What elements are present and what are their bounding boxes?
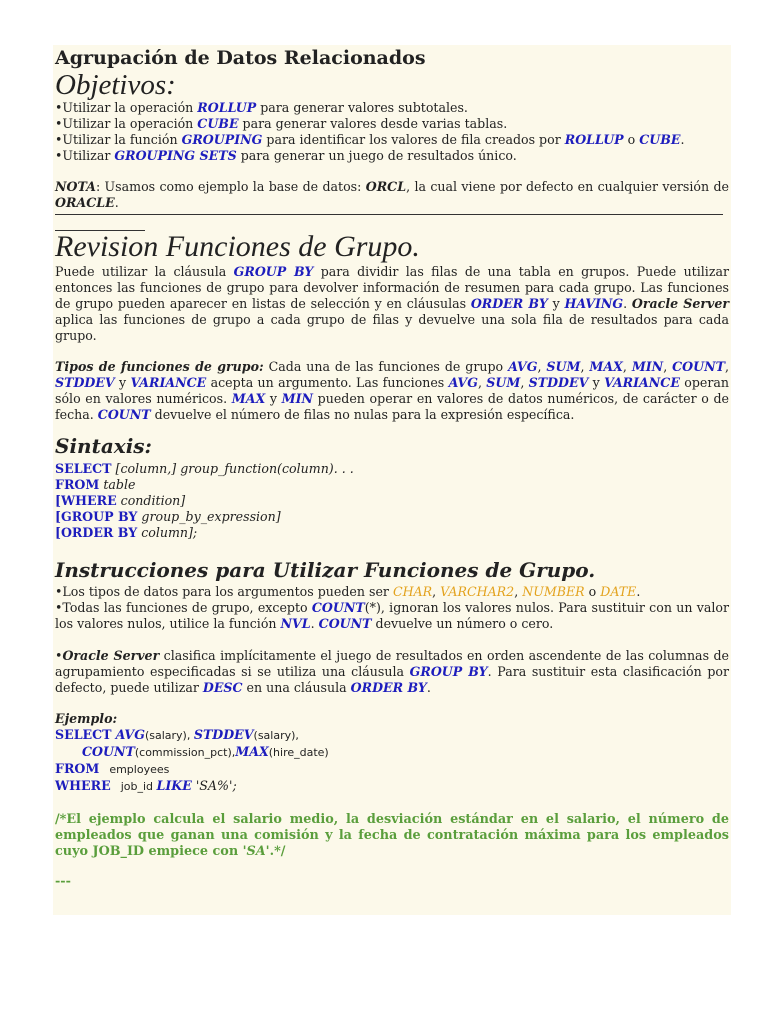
keyword: SUM: [486, 375, 521, 390]
objetivo-text: o: [623, 132, 640, 147]
sintaxis-heading: Sintaxis:: [55, 434, 152, 458]
keyword: NVL: [280, 616, 311, 631]
paragraph-text: para dividir las filas de una tabla en grupos. Puede utilizar entonces las funciones de grupo para devolver información de resumen para cada grupo. Las funciones de grupo pueden aparecer en listas de selección y en cláusulas: [55, 264, 729, 311]
code-text: (salary),: [253, 729, 299, 742]
keyword: GROUP BY: [409, 664, 488, 679]
keyword: DESC: [202, 680, 243, 695]
keyword: HAVING: [564, 296, 624, 311]
ejemplo-label: Ejemplo:: [55, 711, 118, 726]
keyword: Oracle Server: [62, 648, 160, 663]
keyword: ROLLUP: [197, 100, 257, 115]
objetivo-text: para identificar los valores de fila creados por: [262, 132, 565, 147]
separator: ,: [725, 359, 730, 374]
code-text: employees: [109, 763, 170, 776]
comment-dashes: ---: [55, 874, 71, 889]
separator: ,: [477, 375, 487, 390]
keyword: COUNT: [672, 359, 725, 374]
sql-keyword: SELECT: [55, 727, 112, 742]
paragraph-text: .: [623, 296, 632, 311]
db-name: ORCL: [365, 179, 407, 194]
code-text: (hire_date): [268, 746, 329, 759]
code-text: (salary),: [144, 729, 194, 742]
revision-paragraph: [55, 264, 729, 344]
sql-keyword: FROM: [55, 477, 100, 492]
objetivos-heading: Objetivos:: [55, 69, 176, 101]
separator: ,: [622, 359, 632, 374]
nota-text: , la cual viene por defecto en cualquier versión de: [406, 179, 730, 194]
code-line: [55, 778, 729, 795]
nota-text: : Usamos como ejemplo la base de datos:: [95, 179, 366, 194]
nota-paragraph: [55, 179, 729, 211]
ejemplo-block: [55, 711, 729, 795]
keyword: VARIANCE: [604, 375, 680, 390]
keyword: MIN: [281, 391, 313, 406]
separator: ,: [537, 359, 547, 374]
sql-keyword: LIKE: [156, 778, 192, 793]
paragraph-text: y: [547, 296, 565, 311]
paragraph-text: Cada una de las funciones de grupo: [263, 359, 509, 374]
document-title: Agrupación de Datos Relacionados: [55, 47, 426, 69]
bullet: •: [55, 648, 63, 663]
sql-keyword: [ORDER BY: [55, 525, 138, 540]
paragraph-text: . Para sustituir esta clasificación por defecto, puede utilizar: [55, 664, 729, 695]
paragraph-text: acepta un argumento. Las funciones: [206, 375, 449, 390]
keyword: GROUPING SETS: [114, 148, 237, 163]
keyword: STDDEV: [528, 375, 589, 390]
keyword: AVG: [448, 375, 478, 390]
code-text: job_id: [120, 780, 157, 793]
separator: o: [584, 584, 601, 599]
instr-paragraph-1: [55, 584, 729, 600]
objetivo-text: para generar un juego de resultados único.: [236, 148, 517, 163]
keyword: MIN: [631, 359, 664, 374]
sintaxis-block: [55, 461, 729, 541]
syntax-line: [55, 493, 729, 509]
paragraph-text: devuelve el número de filas no nulas para la expresión específica.: [150, 407, 575, 422]
objetivo-item: [55, 116, 729, 132]
separator: ,: [514, 584, 523, 599]
sql-function: STDDEV: [193, 727, 254, 742]
datatype: VARCHAR2: [440, 584, 515, 599]
comment-value: 'SA': [242, 844, 270, 859]
syntax-text: table: [99, 477, 136, 492]
nota-label: NOTA: [55, 179, 96, 194]
objetivo-item: [55, 148, 729, 164]
keyword: AVG: [508, 359, 538, 374]
code-line: [55, 744, 729, 761]
code-text: (commission_pct),: [134, 746, 236, 759]
sql-function: MAX: [235, 744, 269, 759]
keyword: VARIANCE: [130, 375, 207, 390]
separator: ,: [520, 375, 529, 390]
objetivos-list: [55, 100, 729, 164]
paragraph-text: pueden operar en valores de datos numéricos, de carácter o de fecha.: [55, 391, 729, 422]
keyword: Oracle Server: [631, 296, 729, 311]
paragraph-text: (*), ignoran los valores nulos. Para sustituir con un valor los valores nulos, utilice la función: [55, 600, 729, 631]
instr-paragraph-3: [55, 648, 729, 696]
sql-function: AVG: [115, 727, 145, 742]
datatype: NUMBER: [522, 584, 585, 599]
syntax-line: [55, 509, 729, 525]
objetivo-text: •Utilizar la operación: [55, 116, 198, 131]
paragraph-text: aplica las funciones de grupo a cada grupo de filas y devuelve una sola fila de resultados para cada grupo.: [55, 312, 729, 343]
keyword: COUNT: [311, 600, 365, 615]
syntax-line: [55, 477, 729, 493]
code-text: 'SA%';: [191, 778, 237, 793]
keyword: COUNT: [318, 616, 372, 631]
sql-keyword: WHERE: [55, 778, 111, 793]
keyword: CUBE: [197, 116, 239, 131]
paragraph-text: devuelve un número o cero.: [371, 616, 554, 631]
keyword: COUNT: [97, 407, 151, 422]
comment-paragraph: [55, 812, 729, 860]
paragraph-text: Puede utilizar la cláusula: [55, 264, 234, 279]
paragraph-text: .: [426, 680, 431, 695]
sql-keyword: SELECT: [55, 461, 112, 476]
separator: y: [588, 375, 605, 390]
keyword: CUBE: [639, 132, 681, 147]
document-content: [55, 45, 729, 890]
paragraph-text: •Todas las funciones de grupo, excepto: [55, 600, 312, 615]
paragraph-text: y: [265, 391, 282, 406]
keyword: GROUPING: [181, 132, 263, 147]
sql-keyword: [GROUP BY: [55, 509, 138, 524]
objetivo-text: para generar valores desde varias tablas.: [238, 116, 508, 131]
paragraph-text: .: [310, 616, 319, 631]
paragraph-text: en una cláusula: [242, 680, 351, 695]
code-line: [55, 761, 729, 778]
brand-name: ORACLE: [55, 195, 115, 210]
sql-keyword: [WHERE: [55, 493, 117, 508]
separator: ,: [663, 359, 673, 374]
separator: ,: [580, 359, 590, 374]
sql-function: COUNT: [82, 744, 135, 759]
syntax-text: group_by_expression]: [137, 509, 281, 524]
paragraph-text: clasifica implícitamente el juego de resultados en orden ascendente de las columnas de agrupamiento especificadas si se utiliza una cláusula: [55, 648, 729, 679]
objetivo-item: [55, 100, 729, 116]
sql-keyword: FROM: [55, 761, 100, 776]
syntax-text: column];: [137, 525, 198, 540]
nota-text: .: [114, 195, 119, 210]
keyword: ROLLUP: [564, 132, 624, 147]
divider-line: [55, 214, 723, 215]
separator: .: [636, 584, 641, 599]
document-page: [53, 45, 731, 915]
keyword: ORDER BY: [470, 296, 548, 311]
comment-text: /*El ejemplo calcula el salario medio, la desviación estándar en el salario, el número de empleados que ganan una comisión y la fecha de contratación máxima para los empleados cuyo JOB_ID empiece con: [55, 812, 729, 859]
objetivo-item: [55, 132, 729, 148]
objetivo-text: .: [680, 132, 685, 147]
tipos-paragraph: [55, 359, 729, 423]
objetivo-text: para generar valores subtotales.: [256, 100, 468, 115]
datatype: CHAR: [392, 584, 433, 599]
syntax-text: condition]: [116, 493, 186, 508]
keyword: MAX: [589, 359, 623, 374]
code-line: [55, 727, 729, 744]
separator: y: [114, 375, 131, 390]
syntax-text: [column,] group_function(column). . .: [111, 461, 354, 476]
keyword: ORDER BY: [350, 680, 427, 695]
comment-text: .*/: [269, 844, 286, 859]
objetivo-text: •Utilizar la operación: [55, 100, 198, 115]
separator: ,: [432, 584, 441, 599]
tipos-label: Tipos de funciones de grupo:: [55, 359, 264, 374]
revision-heading: Revision Funciones de Grupo.: [55, 230, 420, 263]
paragraph-text: operan sólo en valores numéricos.: [55, 375, 729, 406]
instr-paragraph-2: [55, 600, 729, 632]
objetivo-text: •Utilizar: [55, 148, 115, 163]
keyword: SUM: [546, 359, 581, 374]
syntax-line: [55, 461, 729, 477]
keyword: GROUP BY: [233, 264, 314, 279]
paragraph-text: •Los tipos de datos para los argumentos pueden ser: [55, 584, 393, 599]
keyword: MAX: [231, 391, 266, 406]
datatype: DATE: [600, 584, 637, 599]
instrucciones-heading: Instrucciones para Utilizar Funciones de Grupo.: [55, 558, 596, 582]
keyword: STDDEV: [55, 375, 115, 390]
objetivo-text: •Utilizar la función: [55, 132, 182, 147]
syntax-line: [55, 525, 729, 541]
